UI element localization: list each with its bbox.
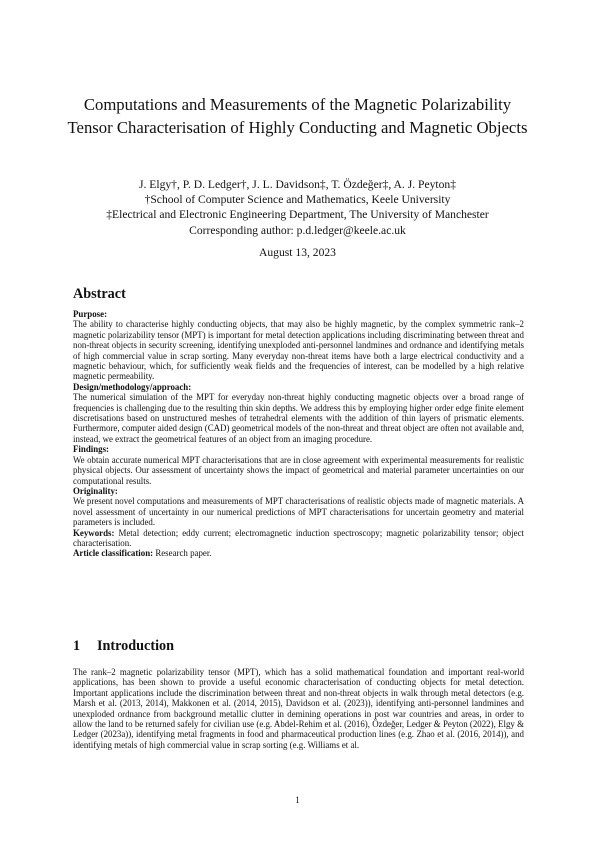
author-block — [40, 177, 555, 238]
design-label: Design/methodology/approach: — [73, 381, 192, 392]
classification-text: Research paper. — [155, 548, 212, 559]
design-text: The numerical simulation of the MPT for everyday non-threat highly conducting magnetic objects over a broad range of frequencies is challenging due to the resulting thin skin depths. We address this by employing higher order edge finite element discretisations based on unstructured meshes of tetrahedral elements with the addition of thin layers of prismatic elements. Furthermore, computer aided design (CAD) geometrical models of the non-threat and threat object are often not available and, instead, we extract the geometrical features of an object from an imaging procedure. — [73, 392, 524, 444]
originality-text: We present novel computations and measurements of MPT characterisations of realistic objects made of magnetic materials. A novel assessment of uncertainty in our numerical predictions of MPT characterisations for uncertain geometry and material parameters is included. — [73, 496, 524, 528]
introduction-paragraph: The rank–2 magnetic polarizability tensor (MPT), which has a solid mathematical foundation and important real-world applications, has been shown to provide a useful economic characterisation of conducting objects for metal detection. Important applications include the discrimination between threat and non-threat objects in walk through metal detectors (e.g. Marsh et al. (2013, 2014), Makkonen et al. (2014, 2015), Davidson et al. (2023)), identifying anti-personnel landmines and unexploded ordnance from background metallic clutter in demining operations in post war countries and areas, in order to allow the land to be returned safely for civilian use (e.g. Abdel-Rehim et al. (2016), Özdeğer, Ledger & Peyton (2022), Elgy & Ledger (2023a)), identifying metal fragments in food and pharmaceutical production lines (e.g. Zhao et al. (2016, 2014)), and identifying metals of high commercial value in scrap sorting (e.g. Williams et al. — [73, 667, 524, 750]
classification-label: Article classification: — [73, 548, 154, 559]
paper-date: August 13, 2023 — [259, 246, 336, 259]
section-number: 1 — [73, 638, 81, 654]
originality-label: Originality: — [73, 485, 118, 496]
abstract-heading: Abstract — [73, 286, 126, 302]
keywords-text: Metal detection; eddy current; electromagnetic induction spectroscopy; magnetic polarizability tensor; object characterisation. — [73, 527, 525, 548]
keywords-label: Keywords: — [73, 527, 115, 538]
affiliation-manchester: ‡Electrical and Electronic Engineering Department, The University of Manchester — [106, 208, 489, 222]
affiliation-keele: †School of Computer Science and Mathematics, Keele University — [144, 193, 451, 207]
introduction-heading — [73, 638, 174, 655]
findings-text: We obtain accurate numerical MPT characterisations that are in close agreement with experimental measurements for realistic physical objects. Our assessment of uncertainty shows the impact of geometrical and material parameter uncertainties on our computational results. — [73, 454, 524, 486]
introduction-body — [73, 667, 524, 750]
purpose-text: The ability to characterise highly conducting objects, that may also be highly magnetic, by the complex symmetric rank–2 magnetic polarizability tensor (MPT) is important for metal detection applications including discriminating between threat and non-threat objects in security screening, identifying unexploded anti-personnel landmines and ordnance and identifying metals of high commercial value in scrap sorting. Many everyday non-threat items have both a large electrical conductivity and a magnetic behaviour, which, for sufficiently weak fields and the frequencies of interest, can be modelled by a high relative magnetic permeability. — [73, 319, 524, 382]
section-title: Introduction — [97, 638, 174, 654]
page-number: 1 — [295, 795, 300, 805]
paper-title: Computations and Measurements of the Magnetic Polarizability Tensor Characterisation of Highly Conducting and Magnetic Objects — [67, 95, 528, 137]
purpose-label: Purpose: — [73, 309, 108, 319]
author-list: J. Elgy†, P. D. Ledger†, J. L. Davidson‡, T. Özdeğer‡, A. J. Peyton‡ — [138, 178, 457, 191]
findings-label: Findings: — [73, 444, 110, 455]
corresponding-author: Corresponding author: p.d.ledger@keele.ac.uk — [189, 223, 406, 237]
abstract-body — [73, 309, 524, 559]
